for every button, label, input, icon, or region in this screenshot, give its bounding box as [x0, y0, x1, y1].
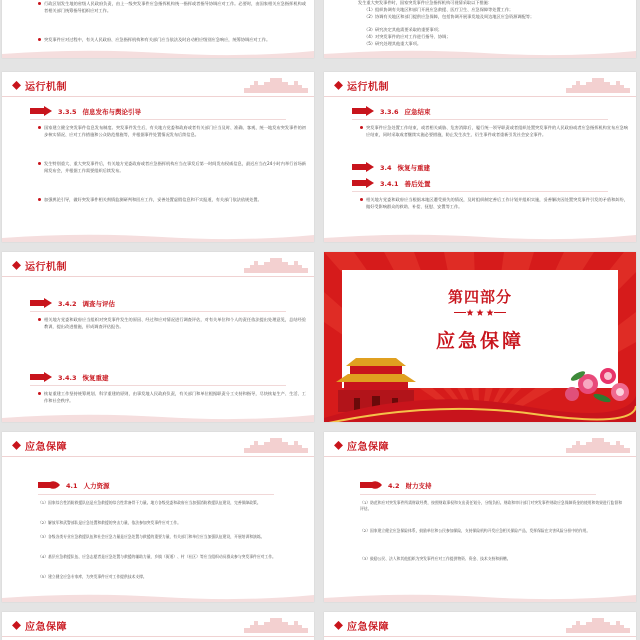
body-paragraph: （2）国家建立健全应急保险体系，鼓励单位和公民参加保险，支持保险机构开发应急相关保险产品，发挥保险在灾害风险分担中的作用。	[360, 528, 591, 533]
pointing-hand-icon	[38, 480, 60, 490]
section-number: 4.2	[388, 481, 400, 490]
section-label: 财力支持	[405, 481, 432, 490]
section-divider	[30, 119, 286, 120]
slide-thumbnail-6[interactable]	[324, 252, 636, 422]
section-heading	[30, 104, 141, 118]
body-paragraph: （3）研究决定其他需要采取的重要事项；	[364, 27, 443, 32]
footer-wave-decoration	[2, 232, 314, 242]
cover-title: 应急保障	[435, 330, 524, 352]
body-paragraph: 相关地方党委和政府应当组织对突发事件发生的原因、经过和应对情况进行调查评估，对有关单位和个人的责任依法提出处理意见，总结经验教训，提出改进措施，形成调查评估报告。	[38, 316, 306, 330]
part-label: 第四部分	[447, 288, 512, 306]
body-paragraph: （3）鼓励公民、法人和其他组织为突发事件应对工作提供物资、资金、技术支持和捐赠。	[360, 556, 511, 561]
great-hall-skyline-icon	[566, 616, 630, 633]
section-arrow-icon	[352, 106, 374, 116]
footer-wave-decoration	[324, 232, 636, 242]
slide-thumbnail-9[interactable]	[2, 612, 314, 640]
section-number: 3.4.1	[380, 179, 399, 188]
header-bullet-icon	[12, 621, 21, 630]
section-number: 3.4	[380, 163, 392, 172]
body-paragraph: （5）研究处理其他重大事项。	[364, 41, 422, 46]
body-paragraph: （1）组织协调有关地区和部门开展应急救援、医疗卫生、应急保障等处置工作；	[364, 7, 514, 12]
slide-header	[2, 72, 314, 97]
section-label: 恢复重建	[82, 373, 109, 382]
slide-header	[324, 612, 636, 637]
body-paragraph: 加强舆论引导，做好突发事件相关舆情监测研判和回应工作，妥善处置虚假信息和不实报道，有关部门依法依规处置。	[38, 196, 306, 203]
slide-thumbnail-7[interactable]	[2, 432, 314, 602]
body-paragraph: 行政区划发生地的省级人民政府负责，由上一级突发事件应急指挥机构统一指挥或者指导协调应对工作。必要时，由国家相关应急指挥机构或者相关部门统筹指导组织应对工作。	[38, 0, 306, 14]
slide-header	[324, 72, 636, 97]
slide-title: 运行机制	[25, 82, 67, 93]
section-label: 调查与评估	[82, 299, 116, 308]
section-number: 3.3.5	[58, 107, 77, 116]
great-hall-skyline-icon	[244, 616, 308, 633]
body-paragraph: （2）协调有关地区和部门提供应急保障，包括协调开展事发地及周边地区应急资源调配等；	[364, 14, 535, 19]
slide-thumbnail-5[interactable]	[2, 252, 314, 422]
section-arrow-icon	[30, 106, 52, 116]
section-divider	[360, 494, 596, 495]
slide-title: 运行机制	[347, 82, 389, 93]
section-label: 恢复与重建	[397, 163, 431, 172]
footer-wave-decoration	[324, 48, 636, 58]
slide-thumbnail-2[interactable]	[324, 0, 636, 58]
slide-title: 运行机制	[25, 262, 67, 273]
section-heading	[352, 160, 430, 174]
section-arrow-icon	[30, 298, 52, 308]
slide-thumbnail-10[interactable]	[324, 612, 636, 640]
great-hall-skyline-icon	[566, 76, 630, 93]
footer-wave-decoration	[2, 48, 314, 58]
slide-thumbnail-3[interactable]	[2, 72, 314, 242]
header-bullet-icon	[334, 441, 343, 450]
section-label: 人力资源	[83, 481, 110, 490]
body-paragraph: （5）建立健全应急专家库，为突发事件应对工作提供技术支撑。	[38, 574, 147, 579]
section-arrow-icon	[30, 372, 52, 382]
section-arrow-icon	[352, 178, 374, 188]
section-divider	[352, 119, 608, 120]
body-paragraph: 发生重大突发事件时，国家突发事件应急指挥机构可视情采取以下措施：	[358, 0, 493, 5]
body-paragraph: 相关地方党委和政府应当根据本地区遭受损失的情况，及时组织制定善后工作计划并组织实施，妥善解决因处置突发事件引发的矛盾和纠纷，做好受影响群众的救助、补偿、抚慰、安置等工作。	[360, 196, 628, 210]
slide-header	[2, 252, 314, 277]
pointing-hand-icon	[360, 480, 382, 490]
section-heading	[352, 104, 431, 118]
body-paragraph: （4）对突发事件的应对工作进行指导、协调；	[364, 34, 451, 39]
slide-title: 应急保障	[25, 622, 67, 633]
footer-wave-decoration	[324, 592, 636, 602]
section-divider	[30, 385, 286, 386]
section-divider	[352, 191, 608, 192]
slide-header	[2, 432, 314, 457]
body-paragraph: 突发事件应急处置工作结束，或者相关威胁、危害消除后，履行统一领导职责或者组织处置突发事件的人民政府或者应急指挥机构宣布应急响应结束，同时采取或者继续实施必要措施，防止发生次生、衍生事件或者重新引发社会安全事件。	[360, 124, 628, 138]
section-number: 4.1	[66, 481, 78, 490]
section-divider	[38, 494, 274, 495]
section-heading	[30, 296, 115, 310]
section-heading	[360, 478, 432, 492]
section-heading	[30, 370, 109, 384]
section-number: 3.4.3	[58, 373, 77, 382]
body-paragraph: （1）防范和应对突发事件所需财政经费，按照财政事权和支出责任划分，分级负担。财政和审计部门对突发事件财政应急保障资金的使用和效果进行监督和评估。	[360, 500, 622, 512]
slide-header	[2, 612, 314, 637]
slide-title: 应急保障	[25, 442, 67, 453]
body-paragraph: （4）基层应急救援队伍、应急志愿者是应急处置与救援的辅助力量，乡镇（街道）、村（社区）等应当组织动员群众参与突发事件应对工作。	[38, 554, 276, 559]
header-bullet-icon	[12, 81, 21, 90]
red-ribbon-decoration	[324, 378, 636, 422]
section-label: 应急结束	[404, 107, 431, 116]
body-paragraph: （1）国家综合性消防救援队伍是应急救援的综合性常备骨干力量。地方各级党委和政府应当加强消防救援队伍建设，完善保障政策。	[38, 500, 261, 505]
stars-decoration-icon	[454, 309, 506, 316]
section-divider	[30, 311, 286, 312]
header-bullet-icon	[334, 621, 343, 630]
body-paragraph: （3）各级各类专业应急救援队伍和社会应急力量是应急处置与救援的重要力量，有关部门和单位应当加强队伍建设，开展培训和演练。	[38, 534, 265, 539]
great-hall-skyline-icon	[244, 436, 308, 453]
body-paragraph: 发生特别重大、重大突发事件后，有关地方党委政府或者应急指挥机构应当在事发后第一时间发布权威信息，最迟应当在24小时内举行首场新闻发布会，并根据工作需要组织后续发布。	[38, 160, 306, 174]
body-paragraph: （2）解放军和武警部队是应急处置和救援的突击力量，依法参加突发事件应对工作。	[38, 520, 181, 525]
body-paragraph: 恢复重建工作坚持统筹规划、科学重建的原则，由事发地人民政府负责，有关部门和单位根据职责分工支持和指导，尽快恢复生产、生活、工作和社会秩序。	[38, 390, 306, 404]
great-hall-skyline-icon	[244, 256, 308, 273]
slide-header	[324, 432, 636, 457]
slide-thumbnail-4[interactable]	[324, 72, 636, 242]
slide-title: 应急保障	[347, 622, 389, 633]
body-paragraph: 国家建立健全突发事件信息发布制度。突发事件发生后，有关地方党委和政府或者有关部门应当及时、准确、客观、统一地发布突发事件的初步核实情况、应对工作措施和公众防范措施等，并根据事件处置情况发布后续信息。	[38, 124, 306, 138]
great-hall-skyline-icon	[244, 76, 308, 93]
footer-wave-decoration	[2, 412, 314, 422]
header-bullet-icon	[12, 261, 21, 270]
section-number: 3.3.6	[380, 107, 399, 116]
slide-title: 应急保障	[347, 442, 389, 453]
section-label: 信息发布与舆论引导	[82, 107, 142, 116]
header-bullet-icon	[12, 441, 21, 450]
section-heading	[352, 176, 431, 190]
slide-thumbnail-8[interactable]	[324, 432, 636, 602]
slide-thumbnail-1[interactable]	[2, 0, 314, 58]
section-number: 3.4.2	[58, 299, 77, 308]
footer-wave-decoration	[2, 592, 314, 602]
header-bullet-icon	[334, 81, 343, 90]
body-paragraph: 突发事件应对过程中，有关人民政府、应急指挥机构和有关部门应当依法及时启动相应级别应急响应，统筹协调应对工作。	[38, 36, 306, 43]
great-hall-skyline-icon	[566, 436, 630, 453]
section-label: 善后处置	[404, 179, 431, 188]
section-arrow-icon	[352, 162, 374, 172]
section-heading	[38, 478, 110, 492]
